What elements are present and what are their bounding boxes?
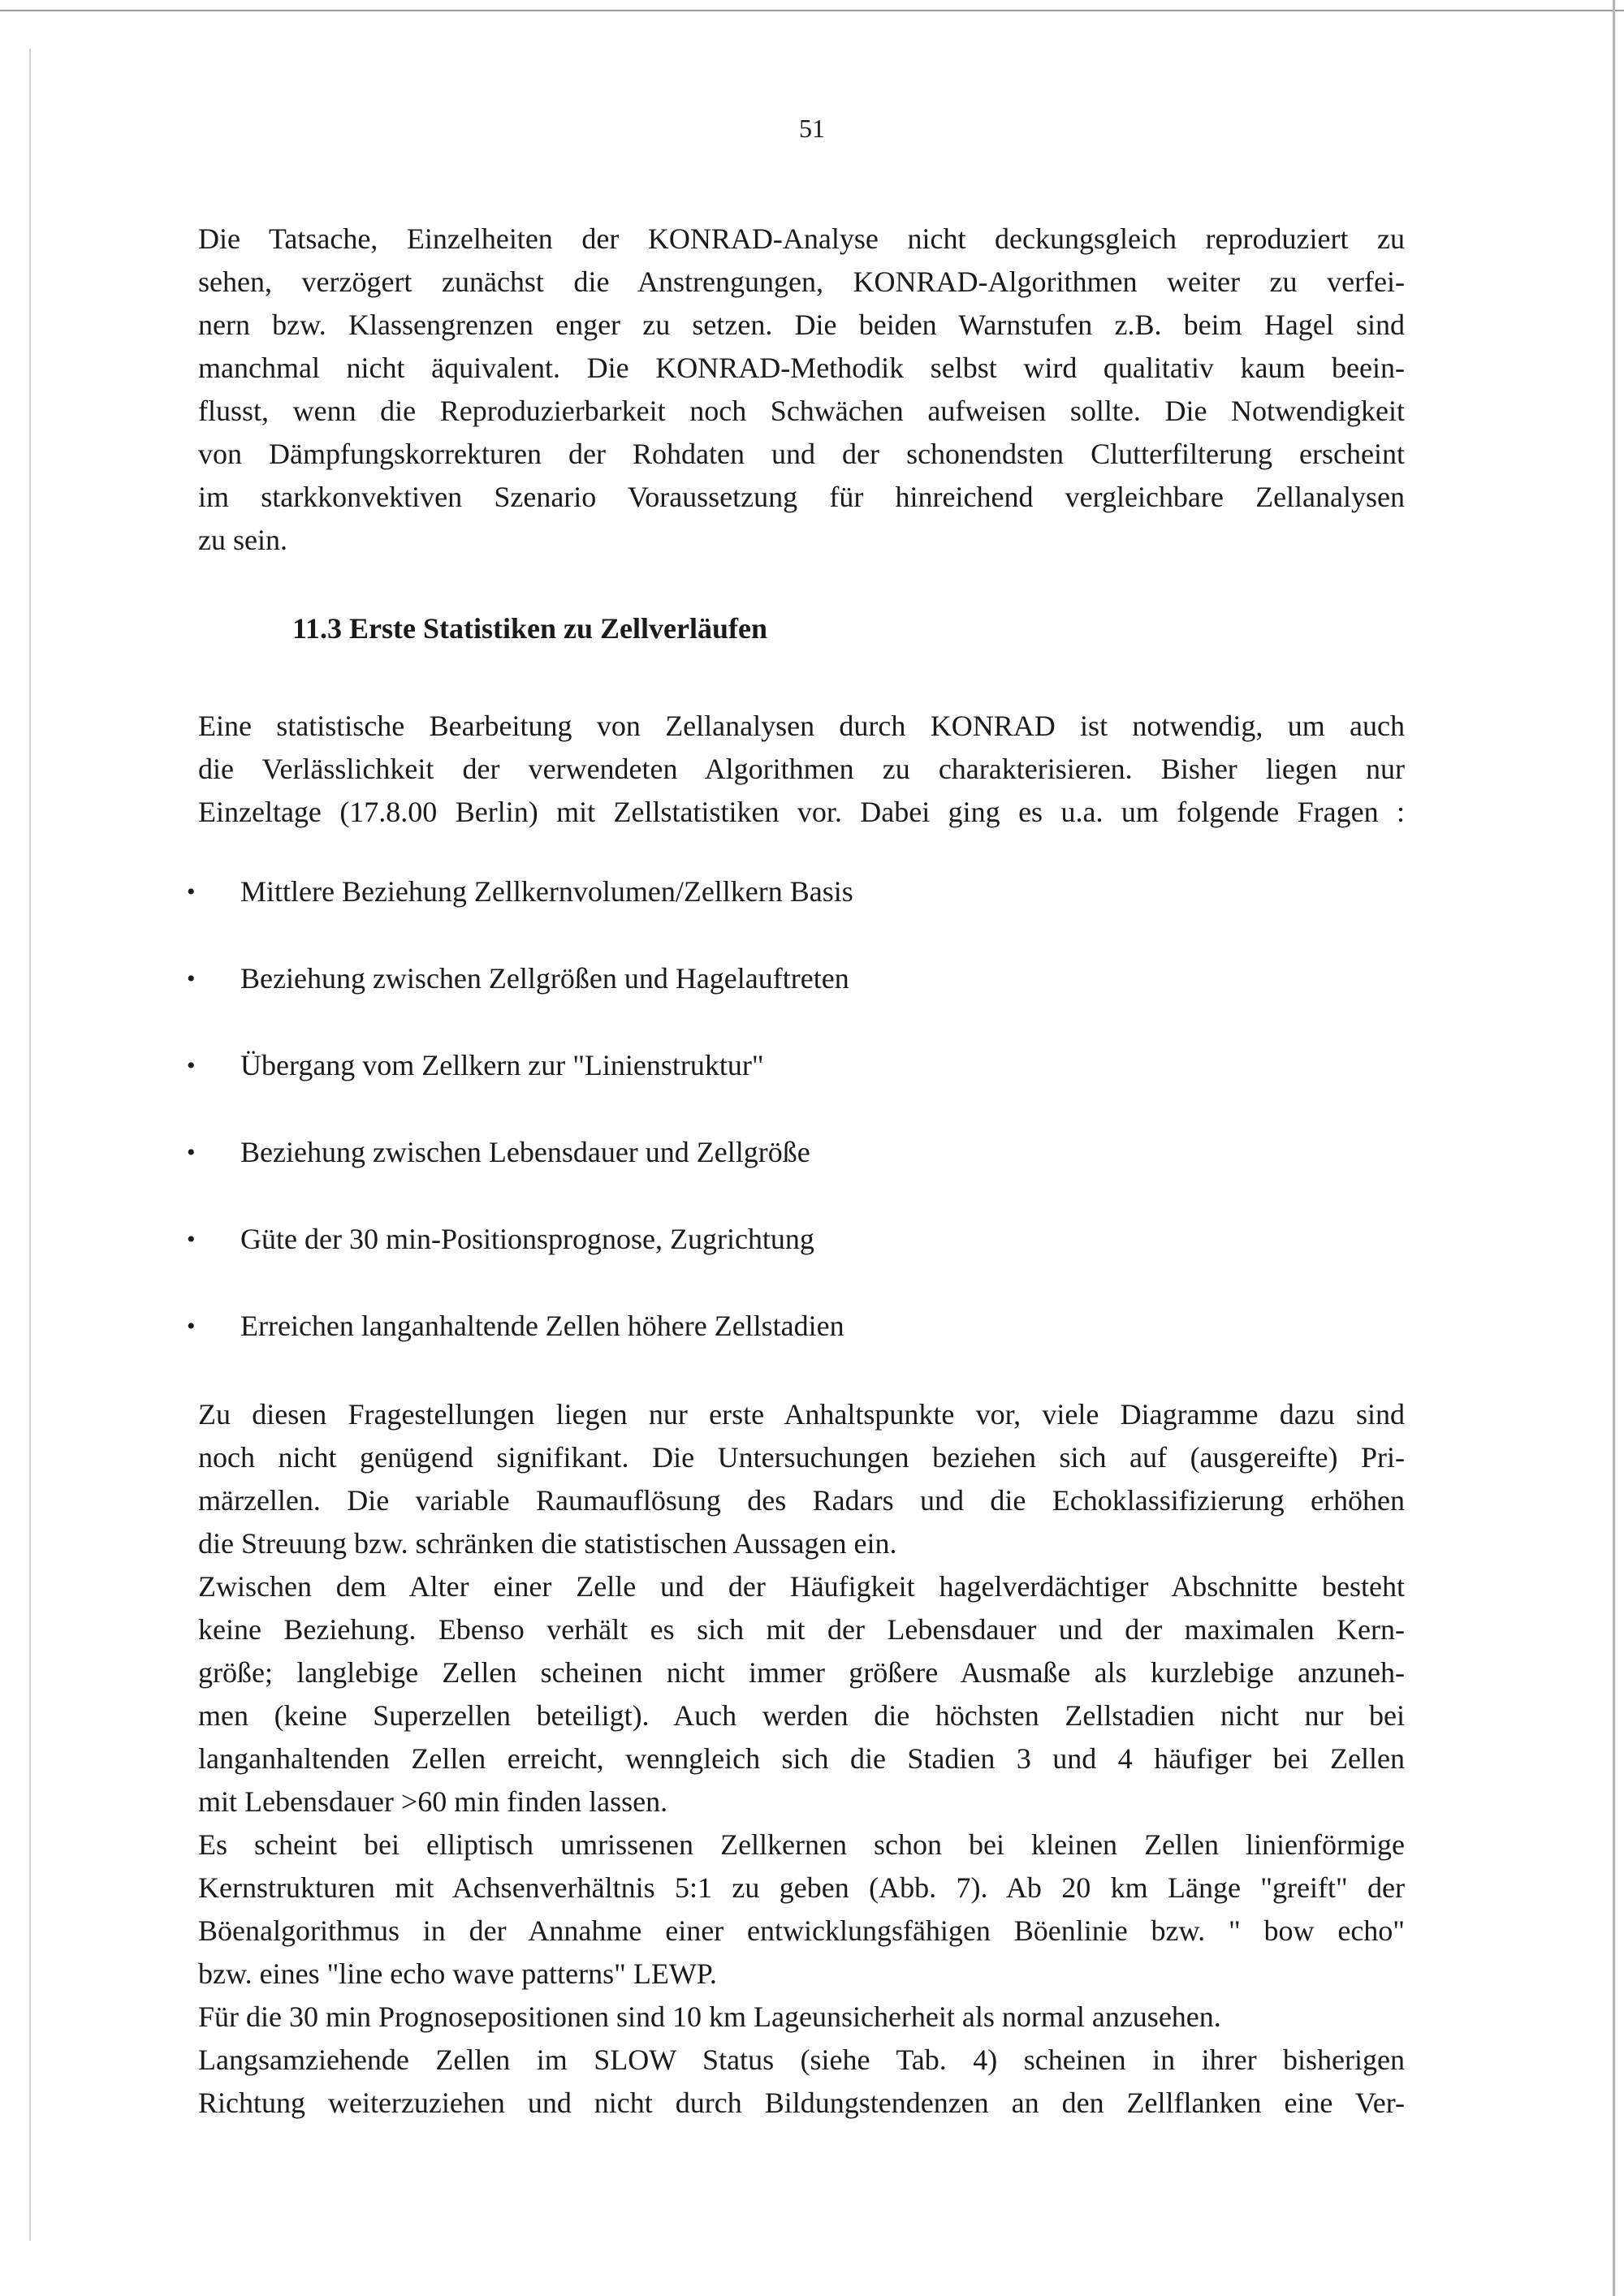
text-line: Böenalgorithmus in der Annahme einer entwicklungsfähigen Böenlinie bzw. " bow echo" [198, 1914, 1405, 1947]
scan-edge-right [1613, 0, 1615, 2296]
list-item [187, 1131, 1405, 1218]
text-line: men (keine Superzellen beteiligt). Auch werden die höchsten Zellstadien nicht nur bei [198, 1699, 1405, 1732]
list-item-text: Mittlere Beziehung Zellkernvolumen/Zellkern Basis [240, 875, 853, 908]
text-line: sehen, verzögert zunächst die Anstrengungen, KONRAD-Algorithmen weiter zu verfei- [198, 265, 1405, 298]
paragraph-2 [198, 705, 1405, 834]
bullet-icon: • [187, 878, 196, 905]
text-line: Langsamziehende Zellen im SLOW Status (siehe Tab. 4) scheinen in ihrer bisherigen [198, 2044, 1405, 2076]
text-line: im starkkonvektiven Szenario Voraussetzung für hinreichend vergleichbare Zellanalysen [198, 481, 1405, 513]
list-item [187, 957, 1405, 1044]
text-line: märzellen. Die variable Raumauflösung des Radars und die Echoklassifizierung erhöhen [198, 1484, 1405, 1517]
text-line: Es scheint bei elliptisch umrissenen Zellkernen schon bei kleinen Zellen linienförmige [198, 1828, 1405, 1861]
text-line: bzw. eines "line echo wave patterns" LEWP. [198, 1957, 717, 1990]
bullet-icon: • [187, 1052, 196, 1079]
text-line: keine Beziehung. Ebenso verhält es sich mit der Lebensdauer und der maximalen Kern- [198, 1613, 1405, 1646]
text-line: Richtung weiterzuziehen und nicht durch Bildungstendenzen an den Zellflanken eine Ver- [198, 2087, 1405, 2119]
paragraph-3 [198, 1393, 1405, 2125]
text-line: von Dämpfungskorrekturen der Rohdaten und der schonendsten Clutterfilterung erscheint [198, 438, 1405, 470]
text-line: nern bzw. Klassengrenzen enger zu setzen. Die beiden Warnstufen z.B. beim Hagel sind [198, 309, 1405, 341]
question-list [187, 870, 1405, 1392]
list-item [187, 1218, 1405, 1305]
list-item-text: Beziehung zwischen Zellgrößen und Hagelauftreten [240, 962, 849, 995]
text-line: Eine statistische Bearbeitung von Zellanalysen durch KONRAD ist notwendig, um auch [198, 710, 1405, 742]
list-item [187, 870, 1405, 957]
text-line: Für die 30 min Prognosepositionen sind 10 km Lageunsicherheit als normal anzusehen. [198, 2000, 1221, 2033]
text-line: Einzeltage (17.8.00 Berlin) mit Zellstatistiken vor. Dabei ging es u.a. um folgende Fragen : [198, 796, 1405, 828]
list-item-text: Güte der 30 min-Positionsprognose, Zugrichtung [240, 1223, 814, 1255]
list-item-text: Übergang vom Zellkern zur "Linienstruktur" [240, 1049, 764, 1081]
bullet-icon: • [187, 965, 196, 992]
text-line: Die Tatsache, Einzelheiten der KONRAD-Analyse nicht deckungsgleich reproduziert zu [198, 222, 1405, 255]
text-line: flusst, wenn die Reproduzierbarkeit noch Schwächen aufweisen sollte. Die Notwendigkeit [198, 395, 1405, 427]
text-line: zu sein. [198, 524, 287, 556]
bullet-icon: • [187, 1139, 196, 1166]
page-number: 51 [799, 114, 825, 143]
list-item [187, 1305, 1405, 1392]
paragraph-1 [198, 218, 1405, 562]
scan-edge-left [29, 49, 31, 2241]
text-line: manchmal nicht äquivalent. Die KONRAD-Methodik selbst wird qualitativ kaum beein- [198, 352, 1405, 384]
text-line: die Streuung bzw. schränken die statistischen Aussagen ein. [198, 1527, 897, 1560]
bullet-icon: • [187, 1226, 196, 1253]
list-item-text: Erreichen langanhaltende Zellen höhere Zellstadien [240, 1310, 844, 1342]
list-item [187, 1044, 1405, 1131]
text-line: größe; langlebige Zellen scheinen nicht immer größere Ausmaße als kurzlebige anzuneh- [198, 1656, 1405, 1689]
scan-edge-top [0, 10, 1624, 11]
text-line: die Verlässlichkeit der verwendeten Algorithmen zu charakterisieren. Bisher liegen nur [198, 753, 1405, 785]
bullet-icon: • [187, 1313, 196, 1340]
list-item-text: Beziehung zwischen Lebensdauer und Zellgröße [240, 1136, 810, 1168]
text-line: langanhaltenden Zellen erreicht, wenngleich sich die Stadien 3 und 4 häufiger bei Zellen [198, 1742, 1405, 1775]
text-line: mit Lebensdauer >60 min finden lassen. [198, 1785, 668, 1818]
text-line: Zwischen dem Alter einer Zelle und der Häufigkeit hagelverdächtiger Abschnitte besteht [198, 1570, 1405, 1603]
text-line: noch nicht genügend signifikant. Die Untersuchungen beziehen sich auf (ausgereifte) Pri- [198, 1441, 1405, 1474]
section-heading: 11.3 Erste Statistiken zu Zellverläufen [292, 612, 767, 645]
text-line: Kernstrukturen mit Achsenverhältnis 5:1 zu geben (Abb. 7). Ab 20 km Länge "greift" der [198, 1871, 1405, 1904]
text-line: Zu diesen Fragestellungen liegen nur erste Anhaltspunkte vor, viele Diagramme dazu sind [198, 1398, 1405, 1431]
